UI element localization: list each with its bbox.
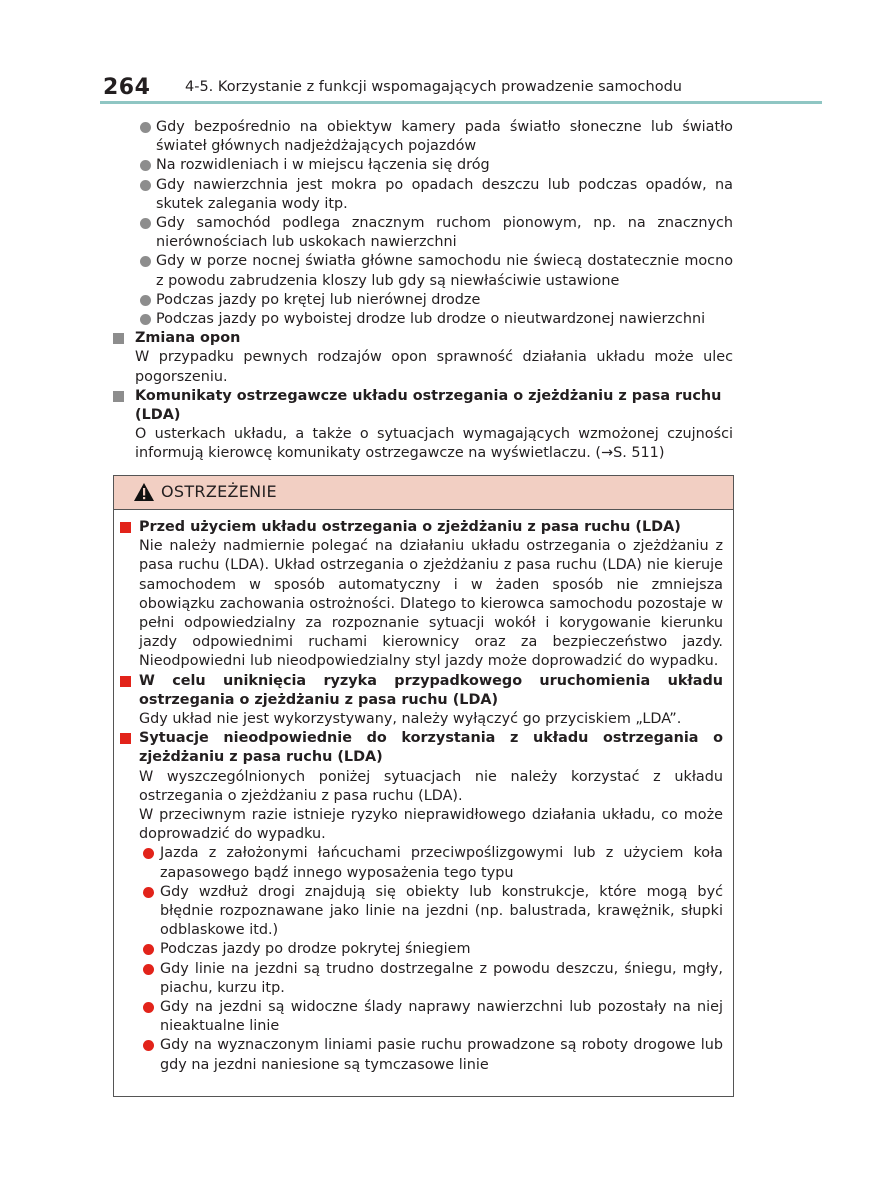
bullet-icon — [143, 887, 154, 898]
warning-section-heading: Sytuacje nieodpowiednie do korzystania z układu ostrzegania o zjeżdżaniu z pasa ruchu (LDA) — [120, 729, 723, 767]
chapter-title: 4-5. Korzystanie z funkcji wspomagających prowadzenie samochodu — [185, 79, 682, 95]
main-content — [113, 118, 733, 464]
list-item: Gdy samochód podlega znacznym ruchom pionowym, np. na znacznych nierównościach lub uskokach nawierzchni — [113, 214, 733, 252]
section-square-icon — [120, 733, 131, 744]
bullet-icon — [143, 1040, 154, 1051]
bullet-icon — [140, 180, 151, 191]
list-item: Podczas jazdy po wyboistej drodze lub drodze o nieutwardzonej nawierzchni — [113, 310, 733, 329]
list-item: Gdy linie na jezdni są trudno dostrzegalne z powodu deszczu, śniegu, mgły, piachu, kurzu itp. — [120, 960, 723, 998]
list-item: Gdy nawierzchnia jest mokra po opadach deszczu lub podczas opadów, na skutek zalegania wody itp. — [113, 176, 733, 214]
list-item: Na rozwidleniach i w miejscu łączenia się dróg — [113, 156, 733, 175]
bullet-icon — [140, 295, 151, 306]
list-item: Gdy na wyznaczonym liniami pasie ruchu prowadzone są roboty drogowe lub gdy na jezdni naniesione są tymczasowe linie — [120, 1036, 723, 1074]
warning-triangle-icon — [133, 482, 155, 506]
page-number: 264 — [103, 75, 151, 100]
bullet-icon — [143, 964, 154, 975]
section-heading-tires: Zmiana opon — [113, 329, 733, 348]
section-text-tires: W przypadku pewnych rodzajów opon sprawność działania układu może ulec pogorszeniu. — [135, 349, 733, 385]
bullet-icon — [143, 848, 154, 859]
warning-paragraph: W przeciwnym razie istnieje ryzyko nieprawidłowego działania układu, co może doprowadzić do wypadku. — [139, 807, 723, 843]
bullet-icon — [143, 944, 154, 955]
section-text-messages: O usterkach układu, a także o sytuacjach wymagających wzmożonej czujności informują kierowcę komunikaty ostrzegawcze na wyświetlaczu. (→S. 511) — [135, 426, 733, 462]
warning-paragraph: Gdy układ nie jest wykorzystywany, należy wyłączyć go przyciskiem „LDA”. — [139, 711, 682, 728]
bullet-icon — [140, 314, 151, 325]
bullet-icon — [143, 1002, 154, 1013]
warning-paragraph: W wyszczególnionych poniżej sytuacjach nie należy korzystać z układu ostrzegania o zjeżdżaniu z pasa ruchu (LDA). — [139, 768, 723, 804]
warning-header — [114, 476, 733, 510]
warning-body — [120, 518, 723, 1075]
list-item: Gdy bezpośrednio na obiektyw kamery pada światło słoneczne lub światło świateł głównych nadjeżdżających pojazdów — [113, 118, 733, 156]
header-rule — [100, 101, 822, 104]
warning-paragraph: Nie należy nadmiernie polegać na działaniu układu ostrzegania o zjeżdżaniu z pasa ruchu (LDA). Układ ostrzegania o zjeżdżaniu z pasa ruchu (LDA) nie kieruje samochodem w sposób automatyczny i w żaden sposób nie zmniejsza obowiązku zachowania ostrożności. Dlatego to kierowca samochodu pozostaje w pełni odpowiedzialny za rozpoznanie sytuacji wokół i korygowanie kierunku jazdy odpowiednimi ruchami kierownicy oraz za bezpieczeństwo jazdy. Nieodpowiedni lub nieodpowiedzialny styl jazdy może doprowadzić do wypadku. — [139, 538, 723, 670]
list-item: Gdy w porze nocnej światła główne samochodu nie świecą dostatecznie mocno z powodu zabrudzenia kloszy lub gdy są niewłaściwie ustawione — [113, 252, 733, 290]
section-square-icon — [113, 391, 124, 402]
bullet-icon — [140, 122, 151, 133]
warning-title: OSTRZEŻENIE — [161, 482, 277, 501]
bullet-icon — [140, 160, 151, 171]
section-square-icon — [113, 333, 124, 344]
list-item: Gdy na jezdni są widoczne ślady naprawy nawierzchni lub pozostały na niej nieaktualne linie — [120, 998, 723, 1036]
list-item: Gdy wzdłuż drogi znajdują się obiekty lub konstrukcje, które mogą być błędnie rozpoznawane jako linie na jezdni (np. balustrada, krawężnik, słupki odblaskowe itd.) — [120, 883, 723, 941]
section-square-icon — [120, 676, 131, 687]
warning-box — [113, 475, 734, 1097]
bullet-icon — [140, 218, 151, 229]
section-heading-messages: Komunikaty ostrzegawcze układu ostrzegania o zjeżdżaniu z pasa ruchu (LDA) — [113, 387, 733, 425]
bullet-icon — [140, 256, 151, 267]
warning-section-heading: Przed użyciem układu ostrzegania o zjeżdżaniu z pasa ruchu (LDA) — [120, 518, 723, 537]
list-item: Podczas jazdy po krętej lub nierównej drodze — [113, 291, 733, 310]
warning-section-heading: W celu uniknięcia ryzyka przypadkowego uruchomienia układu ostrzegania o zjeżdżaniu z pasa ruchu (LDA) — [120, 672, 723, 710]
list-item: Podczas jazdy po drodze pokrytej śniegiem — [120, 940, 723, 959]
section-square-icon — [120, 522, 131, 533]
list-item: Jazda z założonymi łańcuchami przeciwpoślizgowymi lub z użyciem koła zapasowego bądź innego wyposażenia tego typu — [120, 844, 723, 882]
